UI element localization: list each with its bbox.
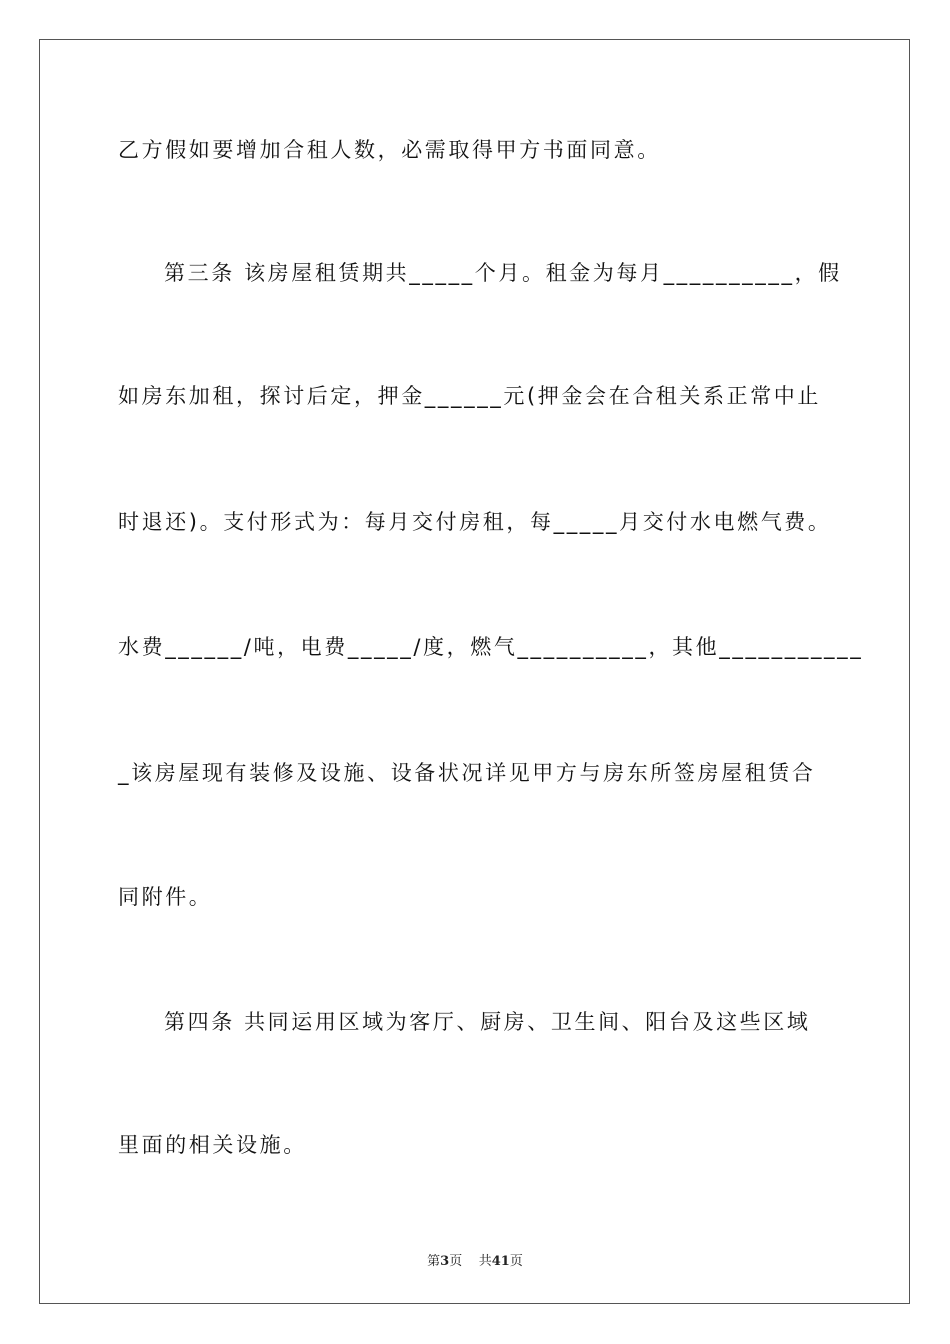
- footer-total-pages: 41: [491, 1254, 510, 1269]
- text-line-1: 乙方假如要增加合租人数，必需取得甲方书面同意。: [118, 138, 661, 162]
- footer-page-unit: 页: [449, 1254, 463, 1269]
- article-4-heading-line: 第四条 共同运用区域为客厅、厨房、卫生间、阳台及这些区域: [164, 1010, 811, 1034]
- footer-total-prefix: 共: [478, 1254, 492, 1269]
- page-footer: [0, 1250, 950, 1269]
- article-3-heading-line: 第三条 该房屋租赁期共_____个月。租金为每月__________，假: [164, 261, 842, 285]
- footer-prefix: 第: [427, 1254, 441, 1269]
- footer-total-unit: 页: [509, 1254, 523, 1269]
- text-line-5: 水费______/吨，电费_____/度，燃气__________，其他___________: [118, 635, 864, 659]
- text-line-6: _该房屋现有装修及设施、设备状况详见甲方与房东所签房屋租赁合: [118, 761, 816, 785]
- text-line-9: 里面的相关设施。: [118, 1133, 307, 1157]
- text-line-4: 时退还)。支付形式为：每月交付房租，每_____月交付水电燃气费。: [118, 510, 832, 534]
- page-border: [39, 39, 910, 1304]
- text-line-7: 同附件。: [118, 885, 213, 909]
- text-line-3: 如房东加租，探讨后定，押金______元(押金会在合租关系正常中止: [118, 384, 821, 408]
- footer-page-number: 3: [440, 1254, 450, 1269]
